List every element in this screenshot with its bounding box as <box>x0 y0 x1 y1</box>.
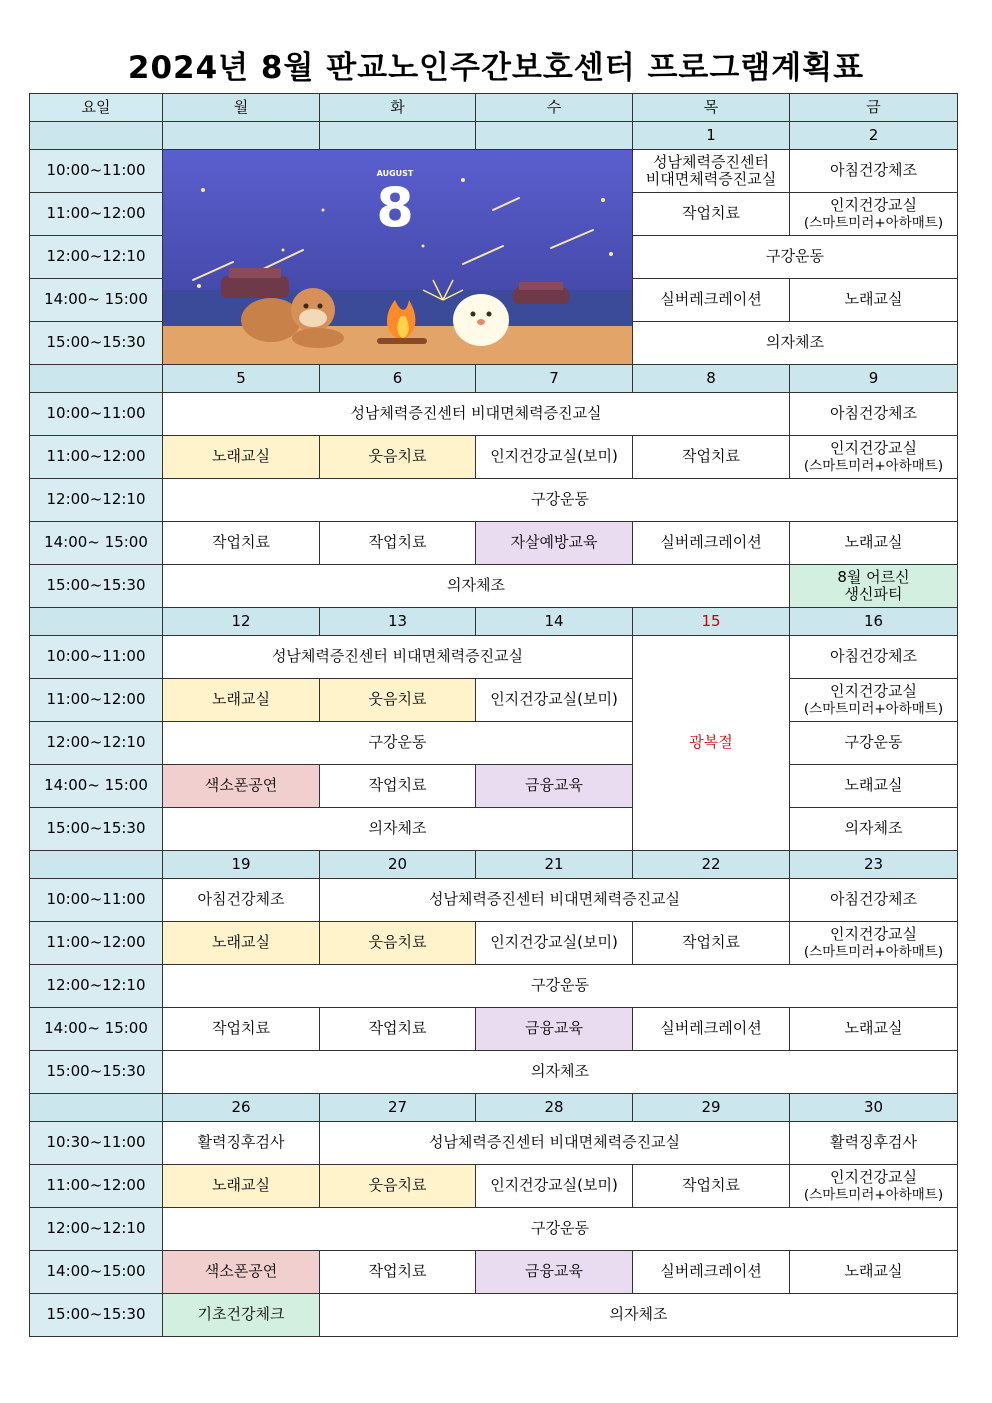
time-cell: 15:00~15:30 <box>30 565 163 608</box>
program-cell: 인지건강교실(보미) <box>476 1165 633 1208</box>
time-cell: 11:00~12:00 <box>30 436 163 479</box>
program-cell: 의자체조 <box>320 1294 958 1337</box>
time-cell: 10:00~11:00 <box>30 150 163 193</box>
week3-date-row <box>30 608 958 636</box>
table-row <box>30 1251 958 1294</box>
program-cell: 노래교실 <box>790 522 958 565</box>
program-cell: 작업치료 <box>633 193 790 236</box>
day-header-thu: 목 <box>633 94 790 122</box>
program-cell: 아침건강체조 <box>790 879 958 922</box>
table-row <box>30 722 958 765</box>
program-cell: 작업치료 <box>633 436 790 479</box>
program-cell: 금융교육 <box>476 1251 633 1294</box>
time-cell: 14:00~15:00 <box>30 1251 163 1294</box>
table-row <box>30 879 958 922</box>
program-cell: 의자체조 <box>163 1051 958 1094</box>
time-cell: 12:00~12:10 <box>30 965 163 1008</box>
program-cell: 실버레크레이션 <box>633 1008 790 1051</box>
program-cell: 노래교실 <box>163 436 320 479</box>
date-cell: 8 <box>633 365 790 393</box>
program-cell: 노래교실 <box>163 1165 320 1208</box>
program-cell: 아침건강체조 <box>790 150 958 193</box>
program-cell: 의자체조 <box>163 565 790 608</box>
program-cell: 성남체력증진센터 비대면체력증진교실 <box>320 879 790 922</box>
program-cell: 의자체조 <box>163 808 633 851</box>
table-row <box>30 808 958 851</box>
program-text: 인지건강교실 <box>830 438 917 457</box>
date-cell: 16 <box>790 608 958 636</box>
date-cell: 1 <box>633 122 790 150</box>
program-text: 성남체력증진센터 <box>653 152 769 171</box>
date-cell: 14 <box>476 608 633 636</box>
program-cell: 구강운동 <box>633 236 958 279</box>
date-cell: 28 <box>476 1094 633 1122</box>
program-cell: 작업치료 <box>633 922 790 965</box>
holiday-cell: 광복절 <box>633 636 790 851</box>
program-cell: 작업치료 <box>320 522 476 565</box>
program-text: 인지건강교실 <box>830 195 917 214</box>
program-cell: 기초건강체크 <box>163 1294 320 1337</box>
date-cell: 6 <box>320 365 476 393</box>
date-cell: 21 <box>476 851 633 879</box>
table-row <box>30 765 958 808</box>
program-cell <box>633 150 790 193</box>
program-cell <box>790 565 958 608</box>
program-cell: 작업치료 <box>320 1008 476 1051</box>
date-cell: 23 <box>790 851 958 879</box>
date-cell <box>30 608 163 636</box>
boat-left <box>221 268 289 298</box>
date-cell: 20 <box>320 851 476 879</box>
time-cell: 10:00~11:00 <box>30 879 163 922</box>
program-cell: 작업치료 <box>163 522 320 565</box>
day-label-header: 요일 <box>30 94 163 122</box>
program-cell: 작업치료 <box>320 1251 476 1294</box>
time-cell: 14:00~ 15:00 <box>30 522 163 565</box>
date-cell: 7 <box>476 365 633 393</box>
table-row <box>30 1208 958 1251</box>
program-cell: 성남체력증진센터 비대면체력증진교실 <box>163 393 790 436</box>
table-row <box>30 565 958 608</box>
date-cell <box>30 365 163 393</box>
program-cell: 색소폰공연 <box>163 1251 320 1294</box>
date-cell <box>163 122 320 150</box>
program-cell: 구강운동 <box>163 479 958 522</box>
week5-date-row <box>30 1094 958 1122</box>
date-cell: 9 <box>790 365 958 393</box>
time-cell: 12:00~12:10 <box>30 722 163 765</box>
program-text: 생신파티 <box>844 585 903 603</box>
program-cell: 활력징후검사 <box>163 1122 320 1165</box>
program-cell: 웃음치료 <box>320 922 476 965</box>
program-cell <box>790 436 958 479</box>
program-cell: 아침건강체조 <box>790 393 958 436</box>
date-cell: 30 <box>790 1094 958 1122</box>
program-cell: 성남체력증진센터 비대면체력증진교실 <box>163 636 633 679</box>
program-text: 8월 어르신 <box>837 567 910 586</box>
time-cell: 12:00~12:10 <box>30 236 163 279</box>
program-text: 인지건강교실 <box>830 681 917 700</box>
date-cell: 19 <box>163 851 320 879</box>
time-cell: 14:00~ 15:00 <box>30 1008 163 1051</box>
august-illustration <box>163 150 633 365</box>
program-cell: 웃음치료 <box>320 436 476 479</box>
time-cell: 14:00~ 15:00 <box>30 279 163 322</box>
date-cell <box>30 122 163 150</box>
time-cell: 15:00~15:30 <box>30 1294 163 1337</box>
time-cell: 15:00~15:30 <box>30 322 163 365</box>
week2-date-row <box>30 365 958 393</box>
program-cell: 노래교실 <box>790 765 958 808</box>
program-cell: 금융교육 <box>476 765 633 808</box>
time-cell: 10:30~11:00 <box>30 1122 163 1165</box>
header-row <box>30 94 958 122</box>
program-cell: 인지건강교실(보미) <box>476 922 633 965</box>
program-cell: 노래교실 <box>790 1251 958 1294</box>
program-cell: 작업치료 <box>633 1165 790 1208</box>
program-cell: 금융교육 <box>476 1008 633 1051</box>
program-subtext: (스마트미러+아하매트) <box>803 700 944 717</box>
date-cell: 29 <box>633 1094 790 1122</box>
program-cell: 의자체조 <box>790 808 958 851</box>
program-subtext: (스마트미러+아하매트) <box>803 943 944 960</box>
date-cell: 26 <box>163 1094 320 1122</box>
program-cell: 웃음치료 <box>320 1165 476 1208</box>
table-row <box>30 150 958 193</box>
program-cell <box>790 679 958 722</box>
table-row <box>30 393 958 436</box>
program-cell: 작업치료 <box>320 765 476 808</box>
date-cell: 5 <box>163 365 320 393</box>
time-cell: 10:00~11:00 <box>30 393 163 436</box>
page-title: 2024년 8월 판교노인주간보호센터 프로그램계획표 <box>127 50 865 86</box>
time-cell: 15:00~15:30 <box>30 1051 163 1094</box>
table-row <box>30 522 958 565</box>
boat-right <box>513 282 569 304</box>
table-row <box>30 679 958 722</box>
table-row <box>30 479 958 522</box>
date-cell: 13 <box>320 608 476 636</box>
program-text: 비대면체력증진교실 <box>645 170 777 188</box>
program-cell <box>790 1165 958 1208</box>
program-cell: 색소폰공연 <box>163 765 320 808</box>
august-night-image <box>163 150 633 364</box>
program-cell: 노래교실 <box>790 1008 958 1051</box>
time-cell: 11:00~12:00 <box>30 193 163 236</box>
date-cell: 12 <box>163 608 320 636</box>
date-cell: 22 <box>633 851 790 879</box>
program-cell: 아침건강체조 <box>790 636 958 679</box>
program-subtext: (스마트미러+아하매트) <box>803 214 944 231</box>
time-cell: 14:00~ 15:00 <box>30 765 163 808</box>
time-cell: 12:00~12:10 <box>30 479 163 522</box>
program-cell: 활력징후검사 <box>790 1122 958 1165</box>
time-cell: 12:00~12:10 <box>30 1208 163 1251</box>
time-cell: 11:00~12:00 <box>30 1165 163 1208</box>
date-cell <box>30 851 163 879</box>
program-text: 인지건강교실 <box>830 924 917 943</box>
table-row <box>30 1165 958 1208</box>
program-cell: 구강운동 <box>790 722 958 765</box>
table-row <box>30 1122 958 1165</box>
table-row <box>30 1294 958 1337</box>
program-cell: 아침건강체조 <box>163 879 320 922</box>
program-cell: 자살예방교육 <box>476 522 633 565</box>
date-cell <box>476 122 633 150</box>
table-row <box>30 1008 958 1051</box>
day-header-mon: 월 <box>163 94 320 122</box>
table-row <box>30 636 958 679</box>
program-cell: 노래교실 <box>790 279 958 322</box>
date-cell: 2 <box>790 122 958 150</box>
program-cell: 실버레크레이션 <box>633 1251 790 1294</box>
time-cell: 11:00~12:00 <box>30 922 163 965</box>
date-cell <box>320 122 476 150</box>
month-number: 8 <box>376 176 414 239</box>
day-header-tue: 화 <box>320 94 476 122</box>
program-cell: 구강운동 <box>163 722 633 765</box>
program-cell: 실버레크레이션 <box>633 522 790 565</box>
program-cell: 인지건강교실(보미) <box>476 679 633 722</box>
date-cell: 27 <box>320 1094 476 1122</box>
program-cell: 성남체력증진센터 비대면체력증진교실 <box>320 1122 790 1165</box>
table-row <box>30 1051 958 1094</box>
day-header-wed: 수 <box>476 94 633 122</box>
time-cell: 15:00~15:30 <box>30 808 163 851</box>
program-subtext: (스마트미러+아하매트) <box>803 1186 944 1203</box>
program-cell: 웃음치료 <box>320 679 476 722</box>
program-cell: 인지건강교실(보미) <box>476 436 633 479</box>
program-cell: 구강운동 <box>163 965 958 1008</box>
table-row <box>30 922 958 965</box>
program-cell <box>790 922 958 965</box>
program-cell: 노래교실 <box>163 922 320 965</box>
program-subtext: (스마트미러+아하매트) <box>803 457 944 474</box>
week1-date-row <box>30 122 958 150</box>
program-cell: 노래교실 <box>163 679 320 722</box>
schedule-table <box>29 93 958 1337</box>
day-header-fri: 금 <box>790 94 958 122</box>
program-cell: 작업치료 <box>163 1008 320 1051</box>
date-cell-holiday: 15 <box>633 608 790 636</box>
month-label: AUGUST <box>376 169 414 178</box>
program-cell <box>790 193 958 236</box>
program-cell: 구강운동 <box>163 1208 958 1251</box>
table-row <box>30 436 958 479</box>
white-character <box>453 294 509 346</box>
program-cell: 실버레크레이션 <box>633 279 790 322</box>
time-cell: 10:00~11:00 <box>30 636 163 679</box>
program-cell: 의자체조 <box>633 322 958 365</box>
program-text: 인지건강교실 <box>830 1167 917 1186</box>
date-cell <box>30 1094 163 1122</box>
week4-date-row <box>30 851 958 879</box>
table-row <box>30 965 958 1008</box>
time-cell: 11:00~12:00 <box>30 679 163 722</box>
